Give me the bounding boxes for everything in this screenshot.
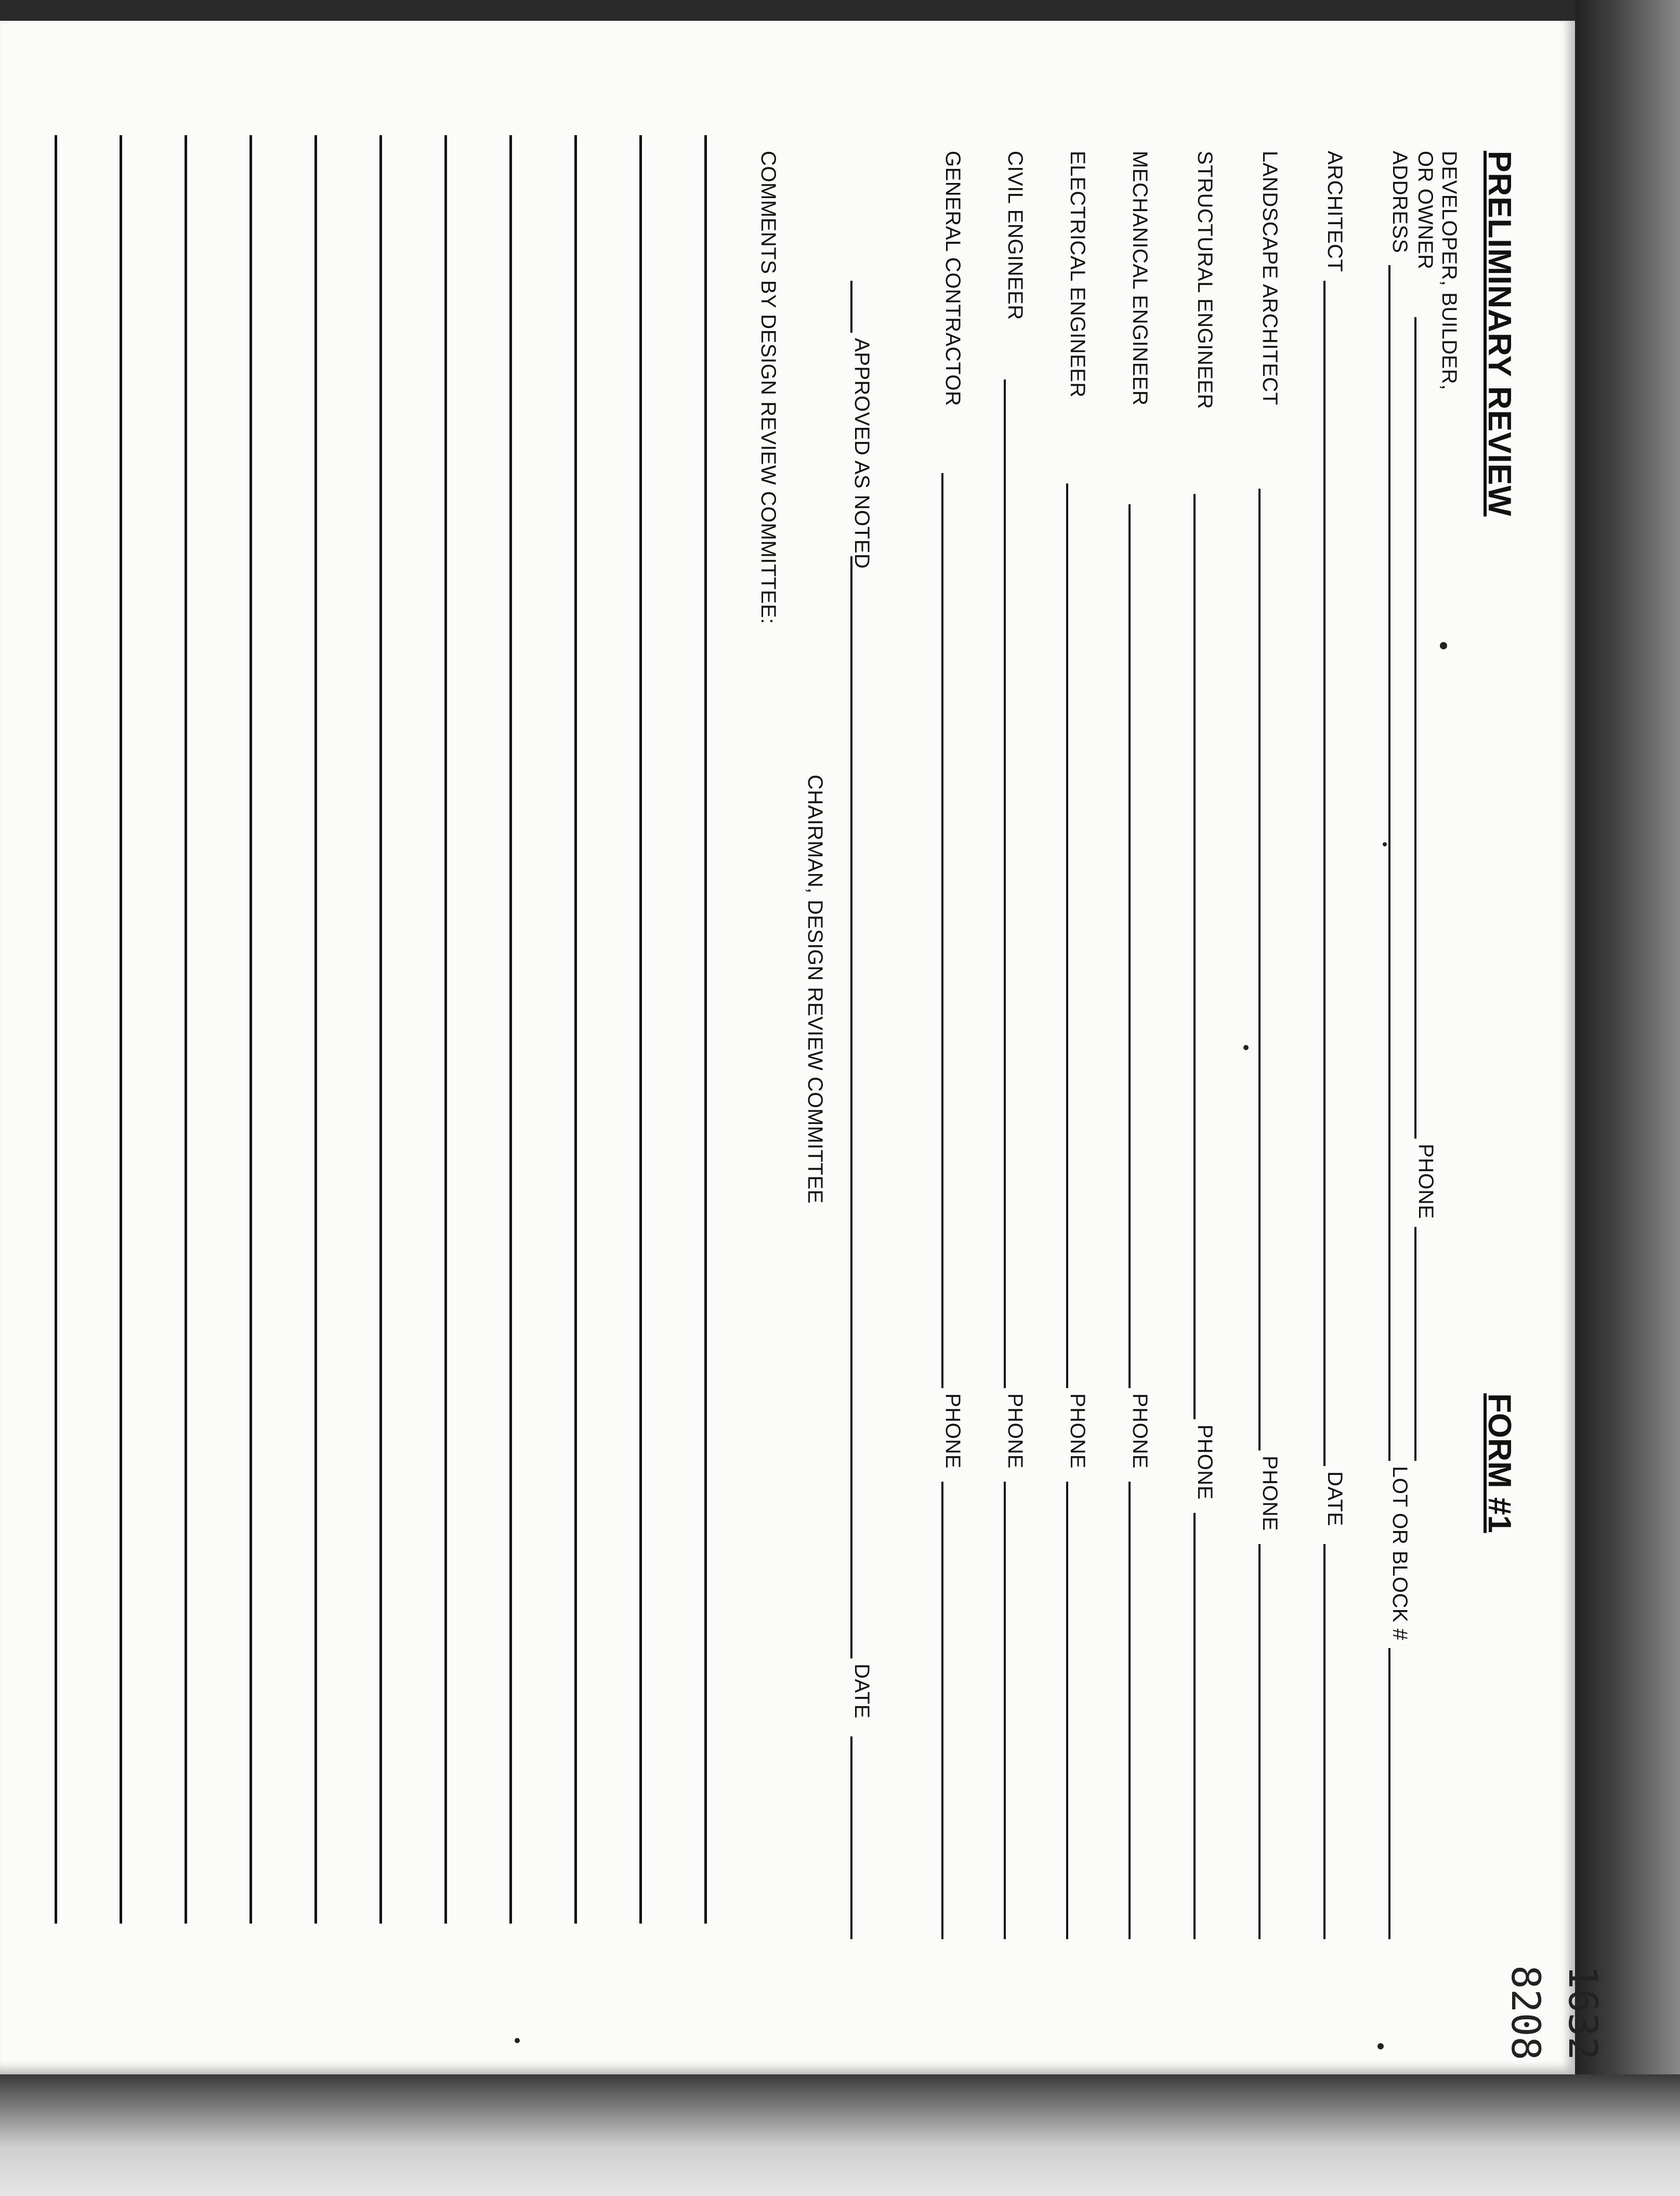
- comment-line: [314, 135, 317, 1924]
- comments-label: COMMENTS BY DESIGN REVIEW COMMITTEE:: [757, 151, 780, 624]
- electrical-engineer-phone-field[interactable]: [1066, 1482, 1068, 1939]
- developer-label: [1413, 151, 1461, 390]
- address-field[interactable]: [1388, 265, 1390, 1461]
- general-contractor-label: GENERAL CONTRACTOR: [941, 151, 964, 407]
- approval-date-field[interactable]: [850, 1736, 852, 1939]
- scan-speck: [1383, 842, 1387, 846]
- comment-line: [55, 135, 57, 1924]
- mechanical-engineer-phone-label: PHONE: [1128, 1393, 1151, 1469]
- architect-date-field[interactable]: [1323, 1544, 1325, 1939]
- developer-label-line2: OR OWNER: [1414, 151, 1437, 270]
- landscape-architect-phone-label: PHONE: [1258, 1456, 1281, 1531]
- electrical-engineer-phone-label: PHONE: [1066, 1393, 1089, 1469]
- scan-speck: [1377, 2043, 1384, 2049]
- chairman-label: CHAIRMAN, DESIGN REVIEW COMMITTEE: [804, 775, 826, 1204]
- comment-line: [704, 135, 707, 1924]
- scan-speck: [1243, 1045, 1249, 1050]
- developer-label-line1: DEVELOPER, BUILDER,: [1438, 151, 1461, 390]
- general-contractor-phone-label: PHONE: [941, 1393, 964, 1469]
- comment-line: [185, 135, 187, 1924]
- comment-line: [509, 135, 512, 1924]
- scan-speck: [1440, 642, 1447, 649]
- landscape-architect-field[interactable]: [1258, 489, 1261, 1450]
- general-contractor-phone-field[interactable]: [941, 1482, 943, 1939]
- structural-engineer-phone-label: PHONE: [1193, 1424, 1216, 1500]
- lot-block-field[interactable]: [1388, 1648, 1390, 1939]
- mechanical-engineer-label: MECHANICAL ENGINEER: [1128, 151, 1151, 406]
- developer-phone-label: PHONE: [1414, 1144, 1437, 1219]
- comment-line: [639, 135, 642, 1924]
- developer-field[interactable]: [1414, 317, 1416, 1139]
- approved-as-noted-label: APPROVED AS NOTED: [850, 338, 873, 569]
- approval-date-label: DATE: [850, 1664, 873, 1719]
- developer-phone-field[interactable]: [1414, 1227, 1416, 1461]
- civil-engineer-field[interactable]: [1004, 380, 1006, 1388]
- document-numbers: [1497, 1965, 1611, 2060]
- address-label: ADDRESS: [1388, 151, 1411, 253]
- electrical-engineer-label: ELECTRICAL ENGINEER: [1066, 151, 1089, 398]
- comment-line: [444, 135, 447, 1924]
- comment-line: [120, 135, 122, 1924]
- structural-engineer-phone-field[interactable]: [1193, 1513, 1196, 1939]
- scan-bottom-margin: [0, 2074, 1680, 2196]
- structural-engineer-field[interactable]: [1193, 494, 1196, 1419]
- doc-number-1: 1632: [1560, 1965, 1606, 2061]
- comment-line: [379, 135, 382, 1924]
- mechanical-engineer-field[interactable]: [1128, 504, 1131, 1388]
- landscape-architect-phone-field[interactable]: [1258, 1544, 1261, 1939]
- civil-engineer-label: CIVIL ENGINEER: [1004, 151, 1027, 320]
- scan-edge-shadow: [1575, 0, 1680, 2196]
- comments-area[interactable]: [21, 135, 707, 1934]
- architect-date-label: DATE: [1323, 1471, 1346, 1526]
- civil-engineer-phone-label: PHONE: [1004, 1393, 1027, 1469]
- form-number: FORM #1: [1481, 1393, 1517, 1533]
- landscape-architect-label: LANDSCAPE ARCHITECT: [1258, 151, 1281, 406]
- scan-speck: [515, 2038, 520, 2043]
- approval-checkbox-line[interactable]: [850, 281, 852, 333]
- structural-engineer-label: STRUCTURAL ENGINEER: [1193, 151, 1216, 409]
- architect-field[interactable]: [1323, 281, 1325, 1466]
- comment-line: [250, 135, 252, 1924]
- mechanical-engineer-phone-field[interactable]: [1128, 1482, 1131, 1939]
- architect-label: ARCHITECT: [1323, 151, 1346, 272]
- chairman-signature-field[interactable]: [850, 556, 852, 1658]
- preliminary-review-form: [10, 135, 1606, 2090]
- electrical-engineer-field[interactable]: [1066, 483, 1068, 1388]
- form-title: PRELIMINARY REVIEW: [1481, 151, 1517, 517]
- doc-number-2: 8208: [1502, 1965, 1549, 2061]
- lot-block-label: LOT OR BLOCK #: [1388, 1466, 1411, 1641]
- general-contractor-field[interactable]: [941, 473, 943, 1388]
- comment-line: [574, 135, 577, 1924]
- civil-engineer-phone-field[interactable]: [1004, 1482, 1006, 1939]
